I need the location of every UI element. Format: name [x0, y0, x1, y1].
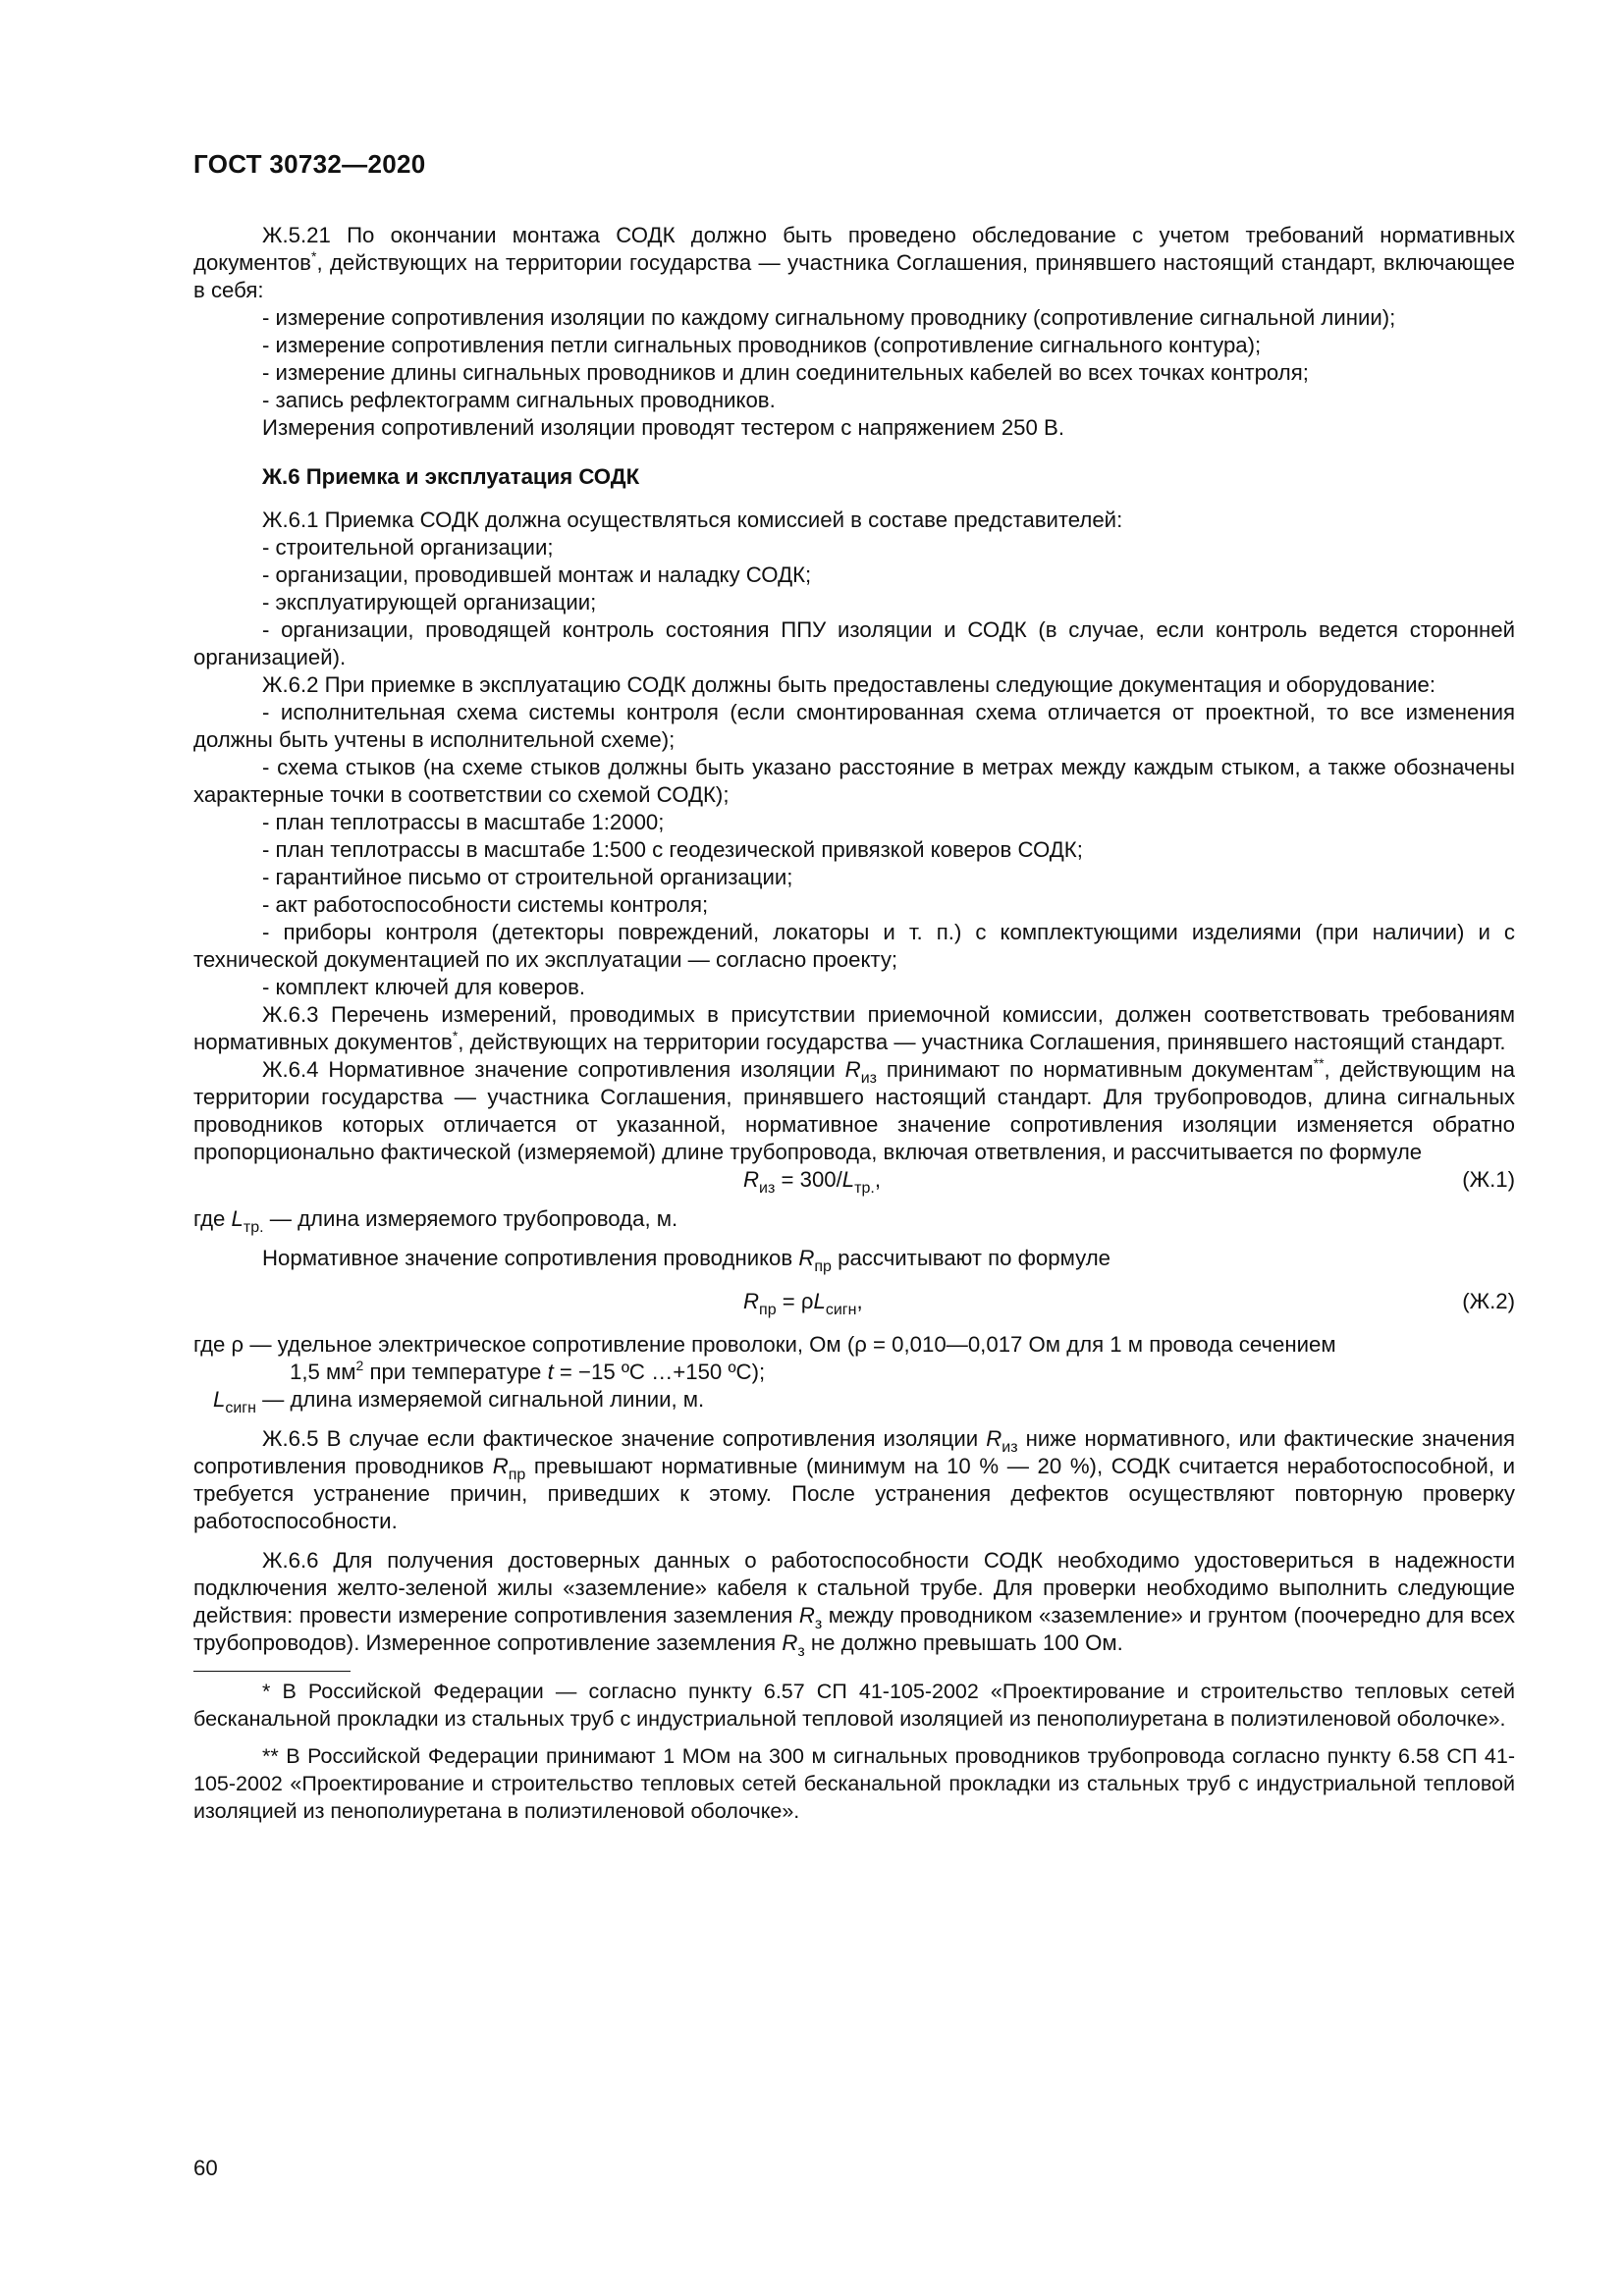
list-item: - организации, проводившей монтаж и наладку СОДК;	[262, 562, 812, 587]
list-item: - комплект ключей для коверов.	[262, 975, 586, 999]
page-number: 60	[193, 2156, 218, 2180]
paragraph-zh6-4: Ж.6.4 Нормативное значение сопротивления изоляции $R_{из}$ принимают по нормативным документам**, действующим на территории государства — участника Соглашения, принявшего настоящий стандарт. Для трубопроводов, длина сигнальных проводников которых отличается от указанной, нормативное значение сопротивления изоляции изменяется обратно пропорционально фактической (измеряемой) длине трубопровода, включая ответвления, и рассчитывается по формуле	[193, 1055, 1516, 1164]
paragraph-zh6-1: Ж.6.1 Приемка СОДК должна осуществляться комиссией в составе представителей:	[262, 507, 1123, 532]
footnote-ref: *	[310, 248, 317, 264]
list-item: - план теплотрассы в масштабе 1:2000;	[262, 810, 665, 834]
list-item: - измерение сопротивления изоляции по каждому сигнальному проводнику (сопротивление сигнальной линии);	[262, 305, 1396, 330]
list-item: - эксплуатирующей организации;	[262, 590, 597, 614]
footnote: * В Российской Федерации — согласно пункту 6.57 СП 41-105-2002 «Проектирование и строительство тепловых сетей бесканальной прокладки из стальных труб с индустриальной тепловой изоляцией из пенополиуретана в полиэтиленовой оболочке».	[193, 1680, 1515, 1731]
footnote-ref: **	[1313, 1055, 1325, 1071]
list-item: - план теплотрассы в масштабе 1:500 с геодезической привязкой коверов СОДК;	[262, 837, 1083, 862]
formula-number: (Ж.2)	[1462, 1289, 1515, 1313]
formula-expression: $R_{пр} = \rho L_{сигн}$,	[743, 1289, 863, 1318]
list-item: - акт работоспособности системы контроля;	[262, 892, 709, 917]
formula-explanation-cont: 1,5 $мм^2$ при температуре t = −15 ºС …+150 ºС);	[290, 1358, 766, 1384]
list-item: - исполнительная схема системы контроля (если смонтированная схема отличается от проектной, то все изменения должны быть учтены в исполнительной схеме);	[193, 700, 1515, 752]
formula-explanation: где ρ — удельное электрическое сопротивление проволоки, Ом (ρ = 0,010—0,017 Ом для 1 м провода сечением	[193, 1332, 1336, 1357]
formula-zh1	[193, 1166, 1515, 1197]
formula-number: (Ж.1)	[1462, 1167, 1515, 1192]
page-body	[193, 222, 1515, 1825]
paragraph-zh6-5: Ж.6.5 В случае если фактическое значение сопротивления изоляции $R_{из}$ ниже нормативного, или фактические значения сопротивления проводников $R_{пр}$ превышают нормативные (минимум на 10 % — 20 %), СОДК считается неработоспособной, и требуется устранение причин, приведших к этому. После устранения дефектов осуществляют повторную проверку работоспособности.	[193, 1426, 1515, 1533]
section-title: Ж.6 Приемка и эксплуатация СОДК	[262, 464, 640, 489]
formula-expression: $R_{из} = 300/L_{тр.}$,	[743, 1167, 881, 1197]
list-item: - запись рефлектограмм сигнальных проводников.	[262, 388, 776, 412]
formula-explanation: где $L_{тр.}$ — длина измеряемого трубопровода, м.	[193, 1206, 678, 1236]
paragraph-text: Измерения сопротивлений изоляции проводят тестером с напряжением 250 В.	[262, 415, 1064, 440]
list-item: - измерение сопротивления петли сигнальных проводников (сопротивление сигнального контура);	[262, 333, 1262, 357]
list-item: - строительной организации;	[262, 535, 554, 560]
list-item: - организации, проводящей контроль состояния ППУ изоляции и СОДК (в случае, если контроль ведется сторонней организацией).	[193, 617, 1515, 669]
list-item: - приборы контроля (детекторы повреждений, локаторы и т. п.) с комплектующими изделиями (при наличии) и с технической документацией по их эксплуатации — согласно проекту;	[193, 920, 1515, 972]
list-item: - гарантийное письмо от строительной организации;	[262, 865, 793, 889]
list-item: - схема стыков (на схеме стыков должны быть указано расстояние в метрах между каждым стыком, а также обозначены характерные точки в соответствии со схемой СОДК);	[193, 755, 1515, 807]
footnote-ref: *	[452, 1028, 459, 1043]
paragraph-zh6-3: Ж.6.3 Перечень измерений, проводимых в присутствии приемочной комиссии, должен соответствовать требованиям нормативных документов*, действующих на территории государства — участника Соглашения, принявшего настоящий стандарт.	[193, 1002, 1515, 1054]
list-item: - измерение длины сигнальных проводников и длин соединительных кабелей во всех точках контроля;	[262, 360, 1309, 385]
paragraph-text: Нормативное значение сопротивления проводников $R_{пр}$ рассчитывают по формуле	[262, 1246, 1110, 1275]
paragraph-zh6-6: Ж.6.6 Для получения достоверных данных о работоспособности СОДК необходимо удостовериться в надежности подключения желто-зеленой жилы «заземление» кабеля к стальной трубе. Для проверки необходимо выполнить следующие действия: провести измерение сопротивления заземления $R_з$ между проводником «заземление» и грунтом (поочередно для всех трубопроводов). Измеренное сопротивление заземления $R_з$ не должно превышать 100 Ом.	[193, 1548, 1516, 1660]
standard-header: ГОСТ 30732—2020	[193, 149, 426, 179]
paragraph-zh5-21: Ж.5.21 По окончании монтажа СОДК должно быть проведено обследование с учетом требований нормативных документов*, действующих на территории государства — участника Соглашения, принявшего настоящий стандарт, включающее в себя:	[193, 223, 1515, 302]
footnote: ** В Российской Федерации принимают 1 МОм на 300 м сигнальных проводников трубопровода согласно пункту 6.58 СП 41-105-2002 «Проектирование и строительство тепловых сетей бесканальной прокладки из стальных труб с индустриальной тепловой изоляцией из пенополиуретана в полиэтиленовой оболочке».	[193, 1744, 1515, 1823]
footnote-divider	[193, 1671, 351, 1672]
formula-explanation: $L_{сигн}$ — длина измеряемой сигнальной линии, м.	[213, 1387, 705, 1416]
formula-zh2	[193, 1288, 1515, 1318]
paragraph-zh6-2: Ж.6.2 При приемке в эксплуатацию СОДК должны быть предоставлены следующие документация и оборудование:	[262, 672, 1436, 697]
